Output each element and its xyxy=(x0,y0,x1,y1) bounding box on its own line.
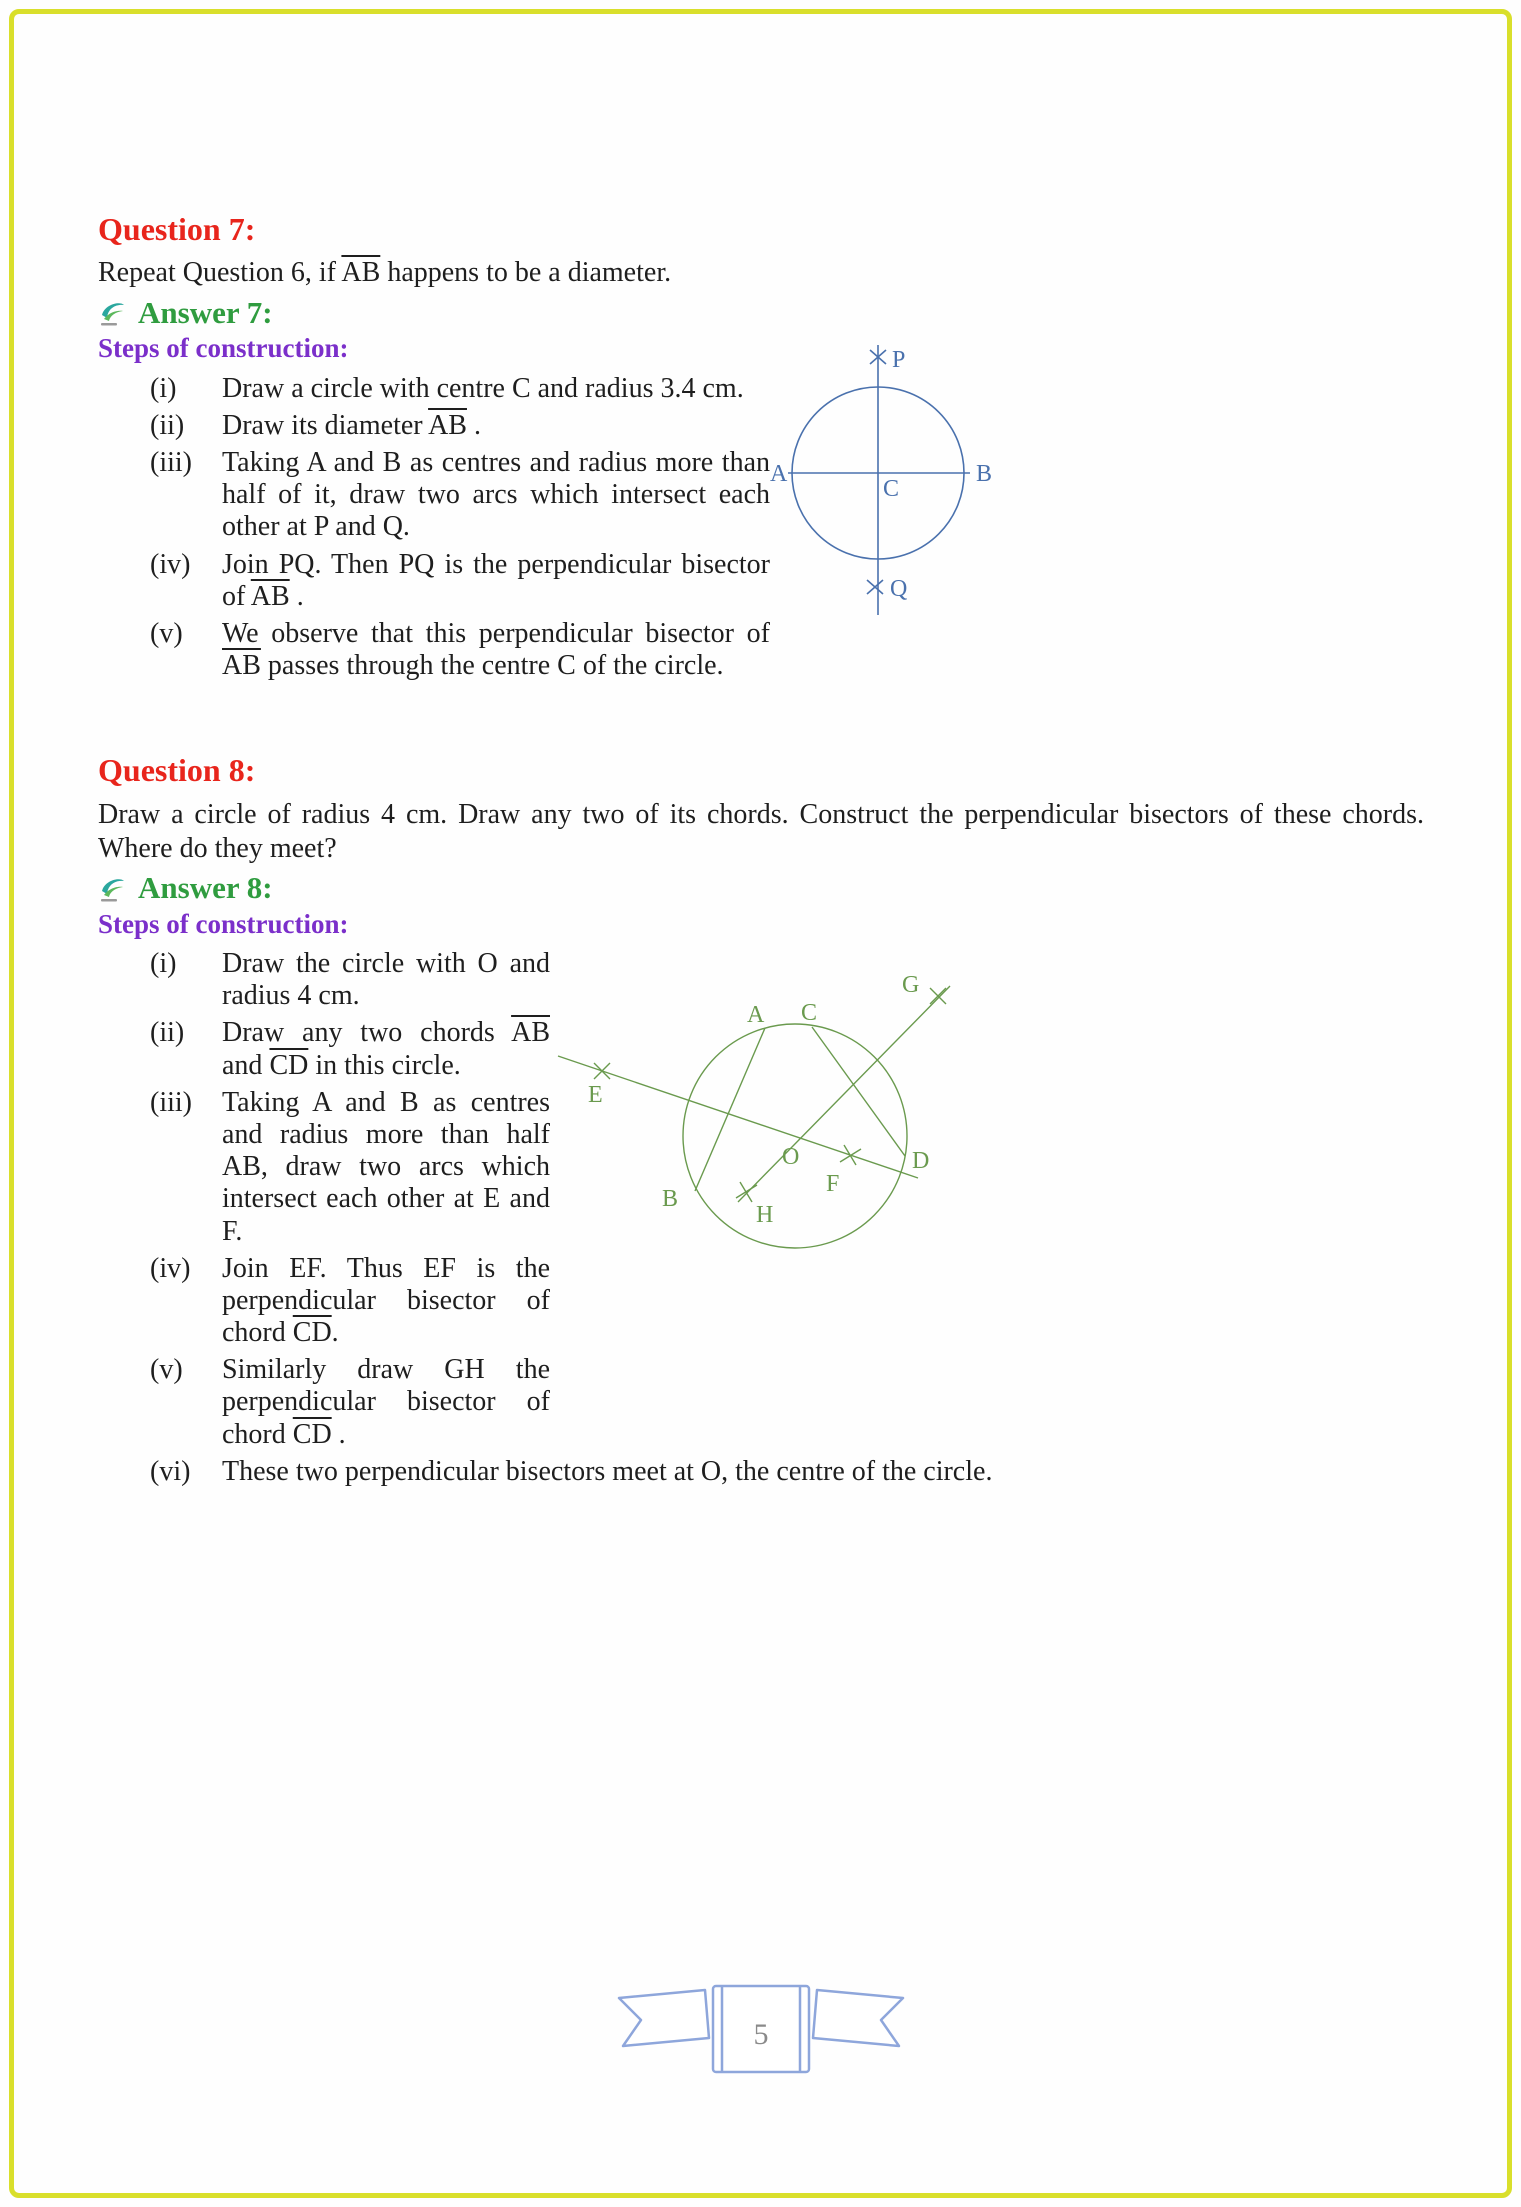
question-7-section xyxy=(98,210,1424,687)
step-number: (ii) xyxy=(150,1017,185,1049)
step-text: Taking A and B as centres and radius more than half AB, draw two arcs which intersect each other at E and F. xyxy=(222,1086,550,1247)
label-A: A xyxy=(747,1002,765,1028)
step-text: Join EF. Thus EF is the perpendicular bisector of chord $\overline{CD}$. xyxy=(222,1252,550,1349)
step-text: Similarly draw GH the perpendicular bisector of chord $\overline{CD}$ . xyxy=(222,1354,550,1450)
question-8-title: Question 8: xyxy=(98,752,256,789)
q7-steps-list xyxy=(98,373,770,688)
step-number: (i) xyxy=(150,948,177,979)
label-G: G xyxy=(902,972,920,998)
construction-step xyxy=(98,1017,550,1081)
overline-AB: $\overline{AB}$ xyxy=(511,1017,550,1049)
step-number: (v) xyxy=(150,617,183,649)
step-number: (ii) xyxy=(150,409,185,441)
step-text: Draw a circle with centre C and radius 3.4 cm. xyxy=(222,372,744,404)
construction-step xyxy=(98,447,770,544)
answer-8-heading xyxy=(98,870,1424,906)
label-C: C xyxy=(883,475,900,502)
question-8-text: Draw a circle of radius 4 cm. Draw any two of its chords. Construct the perpendicular bisectors of these chords. Where do they meet? xyxy=(98,798,1424,864)
answer-logo-icon xyxy=(98,297,128,327)
construction-step xyxy=(98,1354,550,1451)
section-gap xyxy=(98,687,1424,751)
label-E: E xyxy=(588,1082,603,1108)
answer-7-title: Answer 7: xyxy=(138,294,273,330)
overline-AB: $\overline{AB}$ xyxy=(428,409,467,441)
overline-CD: $\overline{CD}$ xyxy=(292,1317,332,1349)
step-text: Draw its diameter $\overline{AB}$ . xyxy=(222,409,481,441)
label-B: B xyxy=(976,460,993,487)
overline-CD: $\overline{CD}$ xyxy=(269,1049,309,1081)
label-A: A xyxy=(770,460,788,487)
label-C: C xyxy=(801,1000,818,1026)
page-number: 5 xyxy=(753,2018,768,2051)
step-text: Draw any two chords $\overline{AB}$ and $\overline{CD}$ in this circle. xyxy=(222,1017,550,1081)
construction-step xyxy=(98,549,770,613)
page-number-ribbon xyxy=(611,1982,911,2083)
question-7-text: Repeat Question 6, if $\overline{AB}$ happens to be a diameter. xyxy=(98,257,672,289)
question-7-title: Question 7: xyxy=(98,211,256,247)
steps-of-construction-title: Steps of construction: xyxy=(98,908,349,939)
label-Q: Q xyxy=(890,575,908,602)
label-O: O xyxy=(782,1144,800,1170)
q8-construction-diagram xyxy=(550,956,1010,1291)
answer-logo-icon xyxy=(98,873,128,903)
step-number: (iv) xyxy=(150,548,191,580)
steps-of-construction-title: Steps of construction: xyxy=(98,333,349,364)
step-text: Join PQ. Then PQ is the perpendicular bisector of $\overline{AB}$ . xyxy=(222,548,770,612)
step-number: (v) xyxy=(150,1354,183,1386)
construction-step xyxy=(98,1087,550,1248)
ribbon-left-tail xyxy=(619,1990,709,2046)
construction-step xyxy=(98,373,770,405)
overline-AB: $\overline{AB}$ xyxy=(222,650,261,682)
overline-CD: $\overline{CD}$ xyxy=(292,1418,332,1450)
label-H: H xyxy=(756,1202,774,1228)
construction-step xyxy=(98,948,550,1012)
step-text: Taking A and B as centres and radius more than half of it, draw two arcs which intersect each other at P and Q. xyxy=(222,446,770,543)
page-content xyxy=(98,210,1424,1493)
question-8-section xyxy=(98,751,1424,1488)
answer-8-title: Answer 8: xyxy=(138,869,273,905)
step-number: (iv) xyxy=(150,1252,191,1284)
step-number: (iii) xyxy=(150,1086,192,1118)
construction-step xyxy=(98,618,770,682)
construction-step xyxy=(98,410,770,442)
answer-7-heading xyxy=(98,295,1424,331)
step-text: We observe that this perpendicular bisector of $\overline{AB}$ passes through the centre C of the circle. xyxy=(222,617,770,682)
label-P: P xyxy=(892,346,906,373)
construction-step xyxy=(98,1253,550,1350)
overline-AB: $\overline{AB}$ xyxy=(250,580,290,612)
ribbon-right-tail xyxy=(813,1990,903,2046)
step-number: (vi) xyxy=(150,1455,191,1487)
overline-AB: $\overline{AB}$ xyxy=(341,257,381,289)
q8-steps-list xyxy=(98,948,550,1451)
q7-construction-diagram xyxy=(770,333,1005,688)
step-text: Draw the circle with O and radius 4 cm. xyxy=(222,948,550,1012)
label-F: F xyxy=(826,1171,840,1197)
label-B: B xyxy=(662,1186,679,1212)
step-number: (i) xyxy=(150,372,177,404)
step-text: These two perpendicular bisectors meet at O, the centre of the circle. xyxy=(222,1455,993,1487)
step-number: (iii) xyxy=(150,446,192,478)
label-D: D xyxy=(912,1148,930,1174)
construction-step xyxy=(98,1456,1424,1488)
